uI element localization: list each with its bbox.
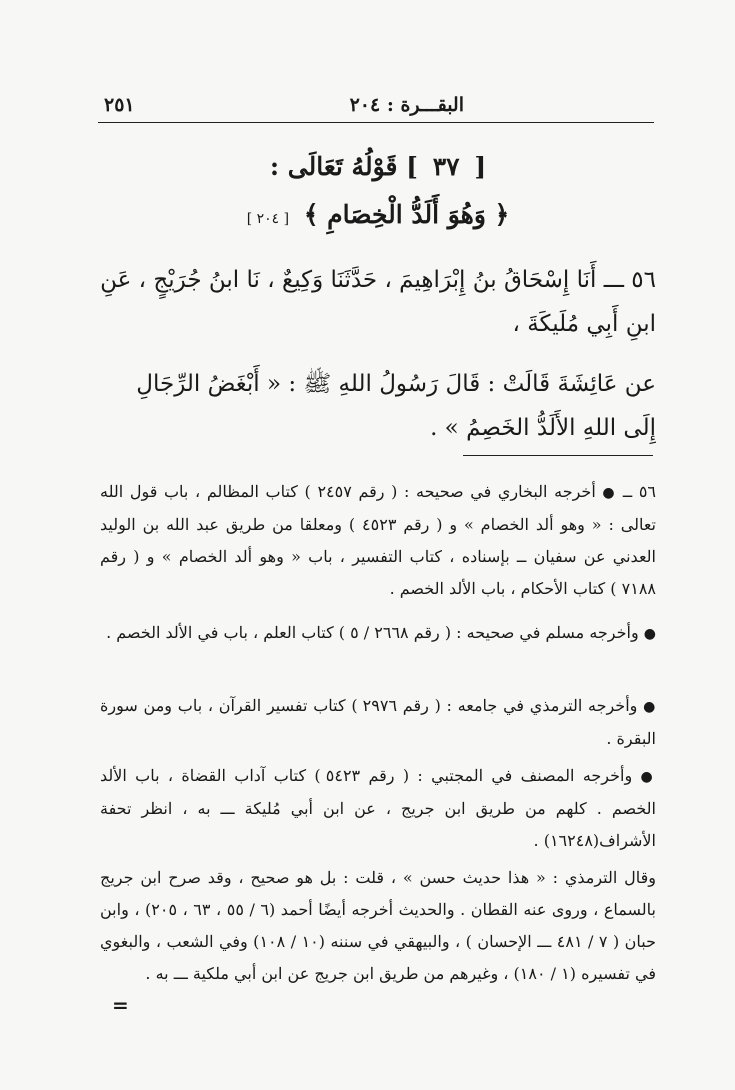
bullet-icon: ● (640, 769, 657, 785)
page-header (98, 88, 654, 122)
footnote-text: وأخرجه مسلم في صحيحه : ( رقم ٢٦٦٨ / ٥ ) كتاب العلم ، باب في الألد الخصم . (106, 623, 639, 642)
bracket-close: ] (406, 152, 419, 181)
continuation-mark: = (112, 993, 129, 1017)
footnote-muslim (100, 617, 656, 650)
running-title: البقـــرة : ٢٠٤ (349, 94, 464, 116)
verse-text: ﴿ وَهُوَ أَلَدُّ الْخِصَامِ ﴾ (303, 200, 510, 229)
footnote-number: ٥٦ ــ (622, 482, 657, 501)
footnote-bukhari (100, 476, 656, 605)
section-number: ٣٧ (432, 152, 460, 181)
header-rule (98, 122, 654, 123)
bullet-icon: ● (602, 485, 617, 501)
footnote-separator (463, 455, 653, 456)
section-heading (100, 152, 656, 181)
bracket-open: [ (474, 152, 487, 181)
footnote-text: أخرجه البخاري في صحيحه : ( رقم ٢٤٥٧ ) كتاب المظالم ، باب قول الله تعالى : « وهو ألد الخصام » و ( رقم ٤٥٢٣ ) ومعلقا من طريق عبد الله بن الوليد العدني عن سفيان ــ بإسناده ، كتاب التفسير ، باب « وهو ألد الخصام » و ( رقم ٧١٨٨ ) كتاب الأحكام ، باب الألد الخصم . (100, 482, 656, 598)
page-number: ٢٥١ (104, 94, 135, 116)
footnote-nasai (100, 760, 656, 857)
section-title: قَوْلُهُ تَعَالَى : (269, 152, 398, 181)
footnote-text: وأخرجه المصنف في المجتبي : ( رقم ٥٤٢٣ ) كتاب آداب القضاة ، باب الألد الخصم . كلهم من طريق ابن جريج ، عن ابن أبي مُليكة ـــ به ، انظر تحفة الأشراف(١٦٢٤٨) . (100, 766, 656, 850)
footnote-commentary: وقال الترمذي : « هذا حديث حسن » ، قلت : بل هو صحيح ، وقد صرح ابن جريج بالسماع ، وروى عنه القطان . والحديث أخرجه أيضًا أحمد (٦ / ٥٥ ، ٦٣ ، ٢٠٥) ، وابن حبان ( ٧ / ٤٨١ ـــ الإحسان ) ، والبيهقي في سننه (١٠ / ١٠٨) وفي الشعب ، والبغوي في تفسيره (١ / ١٨٠) ، وغيرهم من طريق ابن جريج عن ابن أبي ملكية ـــ به . (100, 868, 657, 983)
footnote-text: وأخرجه الترمذي في جامعه : ( رقم ٢٩٧٦ ) كتاب تفسير القرآن ، باب ومن سورة البقرة . (100, 696, 656, 748)
bullet-icon: ● (643, 626, 656, 642)
verse-reference: [ ٢٠٤ ] (246, 211, 290, 227)
hadith-matn: عن عَائِشَةَ قَالَتْ : قَالَ رَسُولُ اللهِ ﷺ : « أَبْغَضُ الرِّجَالِ إِلَى اللهِ الأَلَدُّ الخَصِمُ » . (136, 371, 656, 441)
hadith-isnad: ٥٦ ـــ أَنَا إِسْحَاقُ بنُ إِبْرَاهِيمَ ، حَدَّثَنَا وَكِيعٌ ، نَا ابنُ جُرَيْجٍ ، عَنِ ابنِ أَبِي مُلَيكَةَ ، (100, 267, 656, 337)
bullet-icon: ● (643, 699, 657, 715)
footnote-tirmidhi (100, 690, 656, 755)
quran-verse (100, 200, 656, 229)
